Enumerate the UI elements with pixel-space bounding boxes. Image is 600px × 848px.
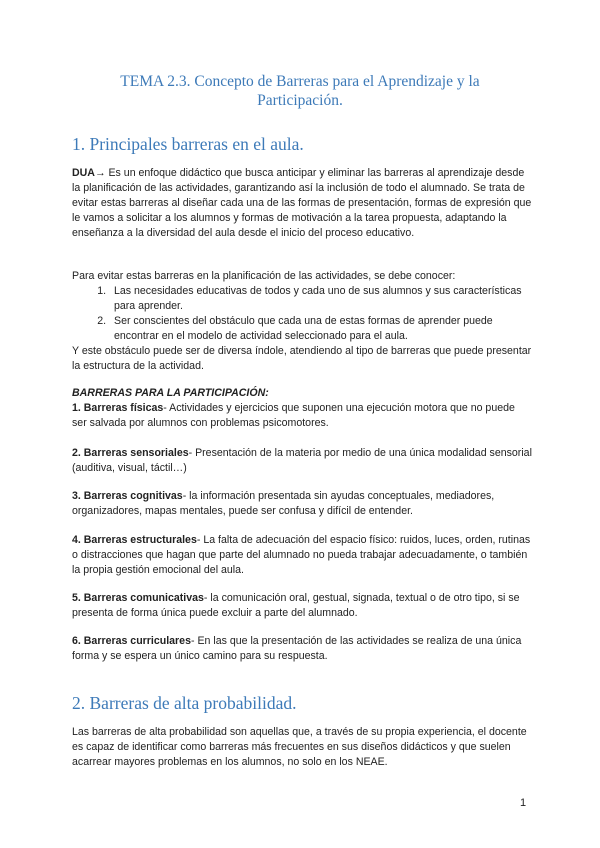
section-2-paragraph <box>72 725 532 770</box>
barrera-item <box>72 591 532 621</box>
barrera-label: 1. Barreras físicas <box>72 402 164 414</box>
section-2-text: Las barreras de alta probabilidad son aquellas que, a través de su propia experiencia, el docente es capaz de identificar como barreras más frecuentes en sus diseños didácticos y que suelen acarrear mayores problemas en los alumnos, no solo en los NEAE. <box>72 726 527 768</box>
dua-label: DUA <box>72 167 95 179</box>
barrera-item <box>72 446 532 476</box>
prerequisites-block <box>72 269 532 374</box>
barrera-label: 3. Barreras cognitivas <box>72 490 183 502</box>
barrera-label: 4. Barreras estructurales <box>72 534 197 546</box>
barrera-text: - Presentación de la materia por medio de una única modalidad sensorial (auditiva, visual, táctil…) <box>72 447 532 474</box>
barrera-item <box>72 489 532 519</box>
section-1-heading: 1. Principales barreras en el aula. <box>72 134 304 154</box>
after-list-paragraph: Y este obstáculo puede ser de diversa índole, atendiendo al tipo de barreras que puede presentar la estructura de la actividad. <box>72 345 532 372</box>
document-title <box>80 72 520 110</box>
barrera-item <box>72 401 532 431</box>
barrera-text: - La falta de adecuación del espacio físico: ruidos, luces, orden, rutinas o distracciones que hagan que parte del alumnado no pueda trabajar adecuadamente, o también la propia gestión emocional del aula. <box>72 534 531 576</box>
barrera-item-block <box>72 533 532 578</box>
barrera-item <box>72 634 532 664</box>
barrera-text: - la comunicación oral, gestual, signada, textual o de otro tipo, si se presenta de forma única puede excluir a parte del alumnado. <box>72 592 520 619</box>
barrera-item-block <box>72 446 532 476</box>
list-intro: Para evitar estas barreras en la planificación de las actividades, se debe conocer: <box>72 270 456 282</box>
barrera-item-block <box>72 591 532 621</box>
dua-text: Es un enfoque didáctico que busca anticipar y eliminar las barreras al aprendizaje desde la planificación de las actividades, garantizando así la inclusión de todo el alumnado. Se trata de evitar estas barreras al diseñar cada una de las formas de presentación, formas de expresión que le vamos a solicitar a los alumnos y formas de motivación a la tarea propuesta, adaptando la enseñanza a la diversidad del aula desde el inicio del proceso educativo. <box>72 167 532 239</box>
barrera-label: 5. Barreras comunicativas <box>72 592 204 604</box>
prerequisites-list <box>72 284 532 344</box>
list-item: 1. Las necesidades educativas de todos y cada uno de sus alumnos y sus características para aprender. <box>109 284 532 314</box>
list-item: 2. Ser conscientes del obstáculo que cada una de estas formas de aprender puede encontrar en el modelo de actividad seleccionado para el aula. <box>109 314 532 344</box>
dua-arrow: → <box>94 167 106 179</box>
barrera-label: 6. Barreras curriculares <box>72 635 191 647</box>
section-2-heading: 2. Barreras de alta probabilidad. <box>72 693 297 713</box>
title-line-2: Participación. <box>257 92 343 109</box>
barrera-label: 2. Barreras sensoriales <box>72 447 189 459</box>
barreras-heading: BARRERAS PARA LA PARTICIPACIÓN: <box>72 387 269 399</box>
page-number: 1 <box>520 797 527 809</box>
barrera-text: - Actividades y ejercicios que suponen una ejecución motora que no puede ser salvada por alumnos con problemas psicomotores. <box>72 402 515 429</box>
barrera-item <box>72 533 532 578</box>
barrera-text: - la información presentada sin ayudas conceptuales, mediadores, organizadores, mapas mentales, puede ser confusa y difícil de entender. <box>72 490 495 517</box>
barreras-block <box>72 386 532 431</box>
barrera-item-block <box>72 489 532 519</box>
barrera-item-block <box>72 634 532 664</box>
barrera-text: - En las que la presentación de las actividades se realiza de una única forma y se espera un único camino para su respuesta. <box>72 635 522 662</box>
dua-paragraph <box>72 166 532 241</box>
title-line-1: TEMA 2.3. Concepto de Barreras para el Aprendizaje y la <box>120 73 480 90</box>
